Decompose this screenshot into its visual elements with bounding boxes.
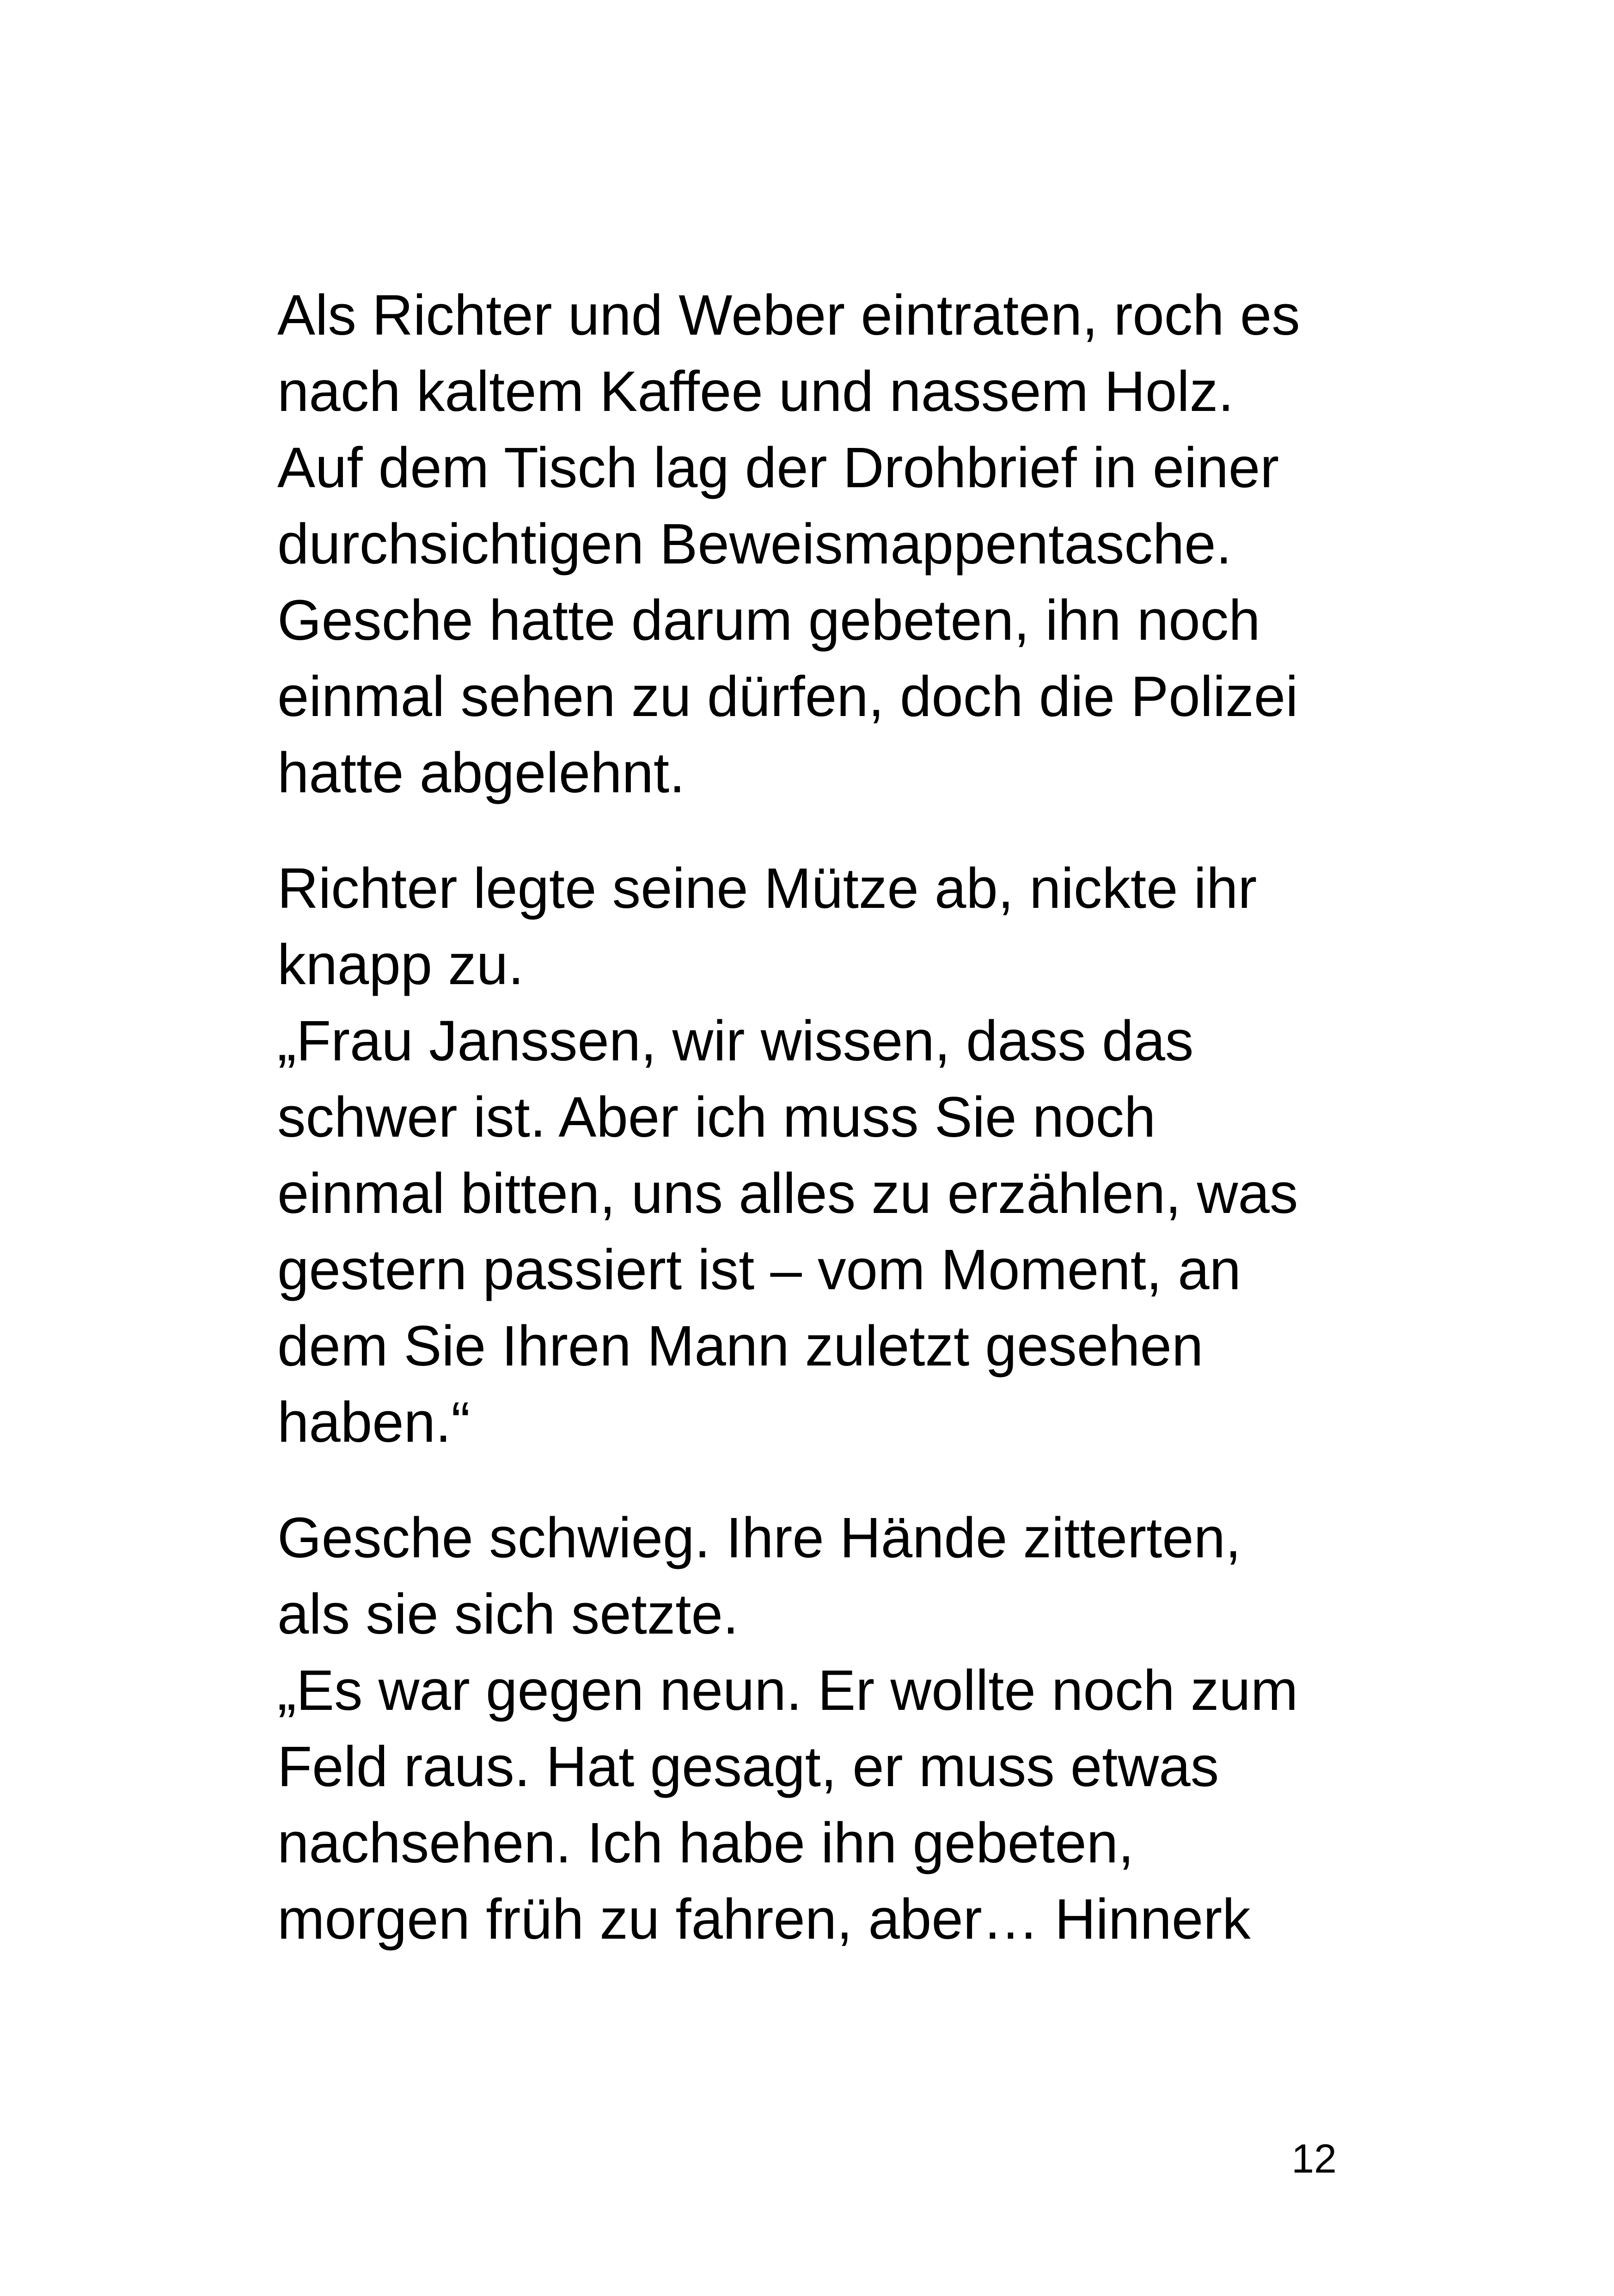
text-line: „Frau Janssen, wir wissen, dass das (277, 1010, 1194, 1073)
text-line: Richter legte seine Mütze ab, nickte ihr (277, 857, 1257, 920)
paragraph-1 (277, 277, 1387, 811)
text-line: Als Richter und Weber eintraten, roch es (277, 284, 1300, 347)
text-line: schwer ist. Aber ich muss Sie noch (277, 1086, 1156, 1149)
text-line: einmal sehen zu dürfen, doch die Polizei (277, 665, 1298, 729)
text-line: Feld raus. Hat gesagt, er muss etwas (277, 1735, 1219, 1799)
text-line: Gesche hatte darum gebeten, ihn noch (277, 589, 1260, 652)
text-line: durchsichtigen Beweismappentasche. (277, 513, 1232, 576)
text-line: „Es war gegen neun. Er wollte noch zum (277, 1659, 1298, 1722)
text-line: morgen früh zu fahren, aber… Hinnerk (277, 1888, 1251, 1951)
page-number: 12 (1291, 2136, 1337, 2181)
text-line: dem Sie Ihren Mann zuletzt gesehen (277, 1315, 1204, 1378)
body-text (277, 277, 1387, 1958)
paragraph-3 (277, 1500, 1387, 1958)
text-line: gestern passiert ist – vom Moment, an (277, 1238, 1241, 1302)
text-line: hatte abgelehnt. (277, 741, 685, 805)
text-line: nachsehen. Ich habe ihn gebeten, (277, 1812, 1134, 1875)
text-line: einmal bitten, uns alles zu erzählen, was (277, 1162, 1298, 1225)
text-line: nach kaltem Kaffee und nassem Holz. (277, 360, 1234, 423)
text-line: als sie sich setzte. (277, 1583, 739, 1646)
paragraph-2 (277, 851, 1387, 1461)
text-line: haben.“ (277, 1391, 471, 1454)
text-line: Auf dem Tisch lag der Drohbrief in einer (277, 436, 1279, 500)
text-line: knapp zu. (277, 933, 524, 997)
text-line: Gesche schwieg. Ihre Hände zitterten, (277, 1506, 1241, 1570)
